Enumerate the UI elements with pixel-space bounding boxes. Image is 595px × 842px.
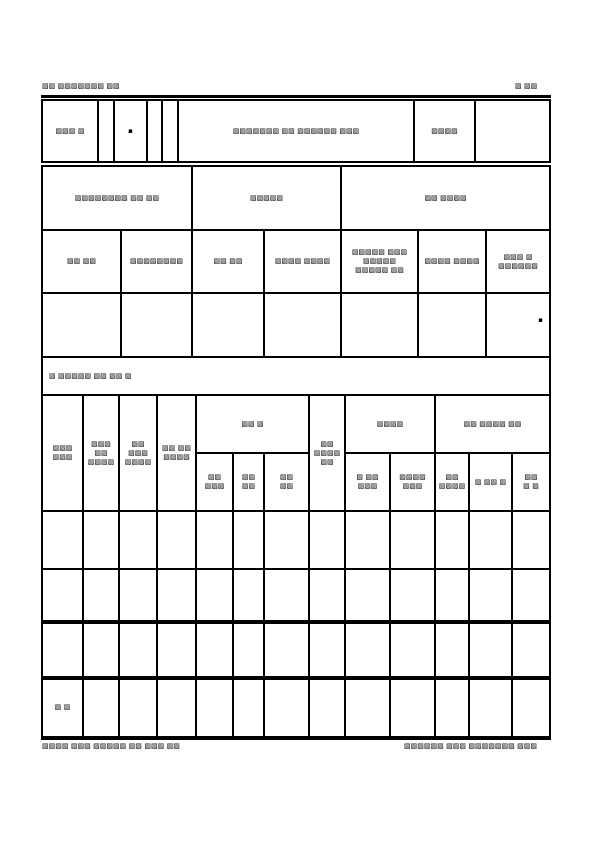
s1-data-1 (41, 292, 122, 358)
total-row-cell (389, 676, 436, 738)
table-cell (263, 568, 310, 624)
s1-sub-3: ▨▨ ▨▨ (191, 229, 265, 294)
total-row-cell (308, 676, 346, 738)
table-cell (118, 510, 158, 570)
table-cell (511, 568, 551, 624)
s2-g3-sub-2: ▨ ▨▨ ▨ (468, 452, 513, 512)
table-cell (468, 510, 513, 570)
total-row-cell (263, 676, 310, 738)
table-cell (344, 510, 391, 570)
form-code: ▨▨ ▨▨▨▨▨▨▨ ▨▨ (42, 82, 120, 90)
table-cell (82, 620, 120, 680)
table-cell (82, 568, 120, 624)
s2-g1-sub-2: ▨▨ ▨▨ (232, 452, 265, 512)
table-cell (195, 620, 234, 680)
total-row-cell (118, 676, 158, 738)
s1-sub-4: ▨▨▨▨ ▨▨▨▨ (263, 229, 342, 294)
table-cell (156, 568, 197, 624)
s2-g1-sub-3: ▨▨ ▨▨ (263, 452, 310, 512)
s2-col-1: ▨▨▨ ▨▨▨ (41, 394, 84, 512)
total-row-cell (344, 676, 391, 738)
total-row-cell (156, 676, 197, 738)
s2-group1: ▨▨ ▨ (195, 394, 310, 454)
table-cell (263, 620, 310, 680)
table-cell (232, 568, 265, 624)
s1-data-7 (485, 292, 551, 358)
s2-col-5: ▨▨ ▨▨▨▨ ▨▨ (308, 394, 346, 512)
table-cell (195, 568, 234, 624)
table-cell (468, 620, 513, 680)
s1-header-2: ▨▨▨▨▨ (191, 165, 342, 231)
footer-left: ▨▨▨▨ ▨▨▨ ▨▨▨▨▨ ▨▨ ▨▨▨ ▨▨ (42, 742, 180, 750)
table-cell (434, 510, 470, 570)
table-cell (41, 510, 84, 570)
s1-sub-1: ▨▨ ▨▨ (41, 229, 122, 294)
table-cell (232, 620, 265, 680)
s1-data-3 (191, 292, 265, 358)
s1-sub-2: ▨▨▨▨▨▨▨▨ (120, 229, 193, 294)
bottom-rule (41, 737, 551, 740)
table-cell (308, 620, 346, 680)
page-mark: ▨ ▨▨ (515, 82, 538, 90)
document-title: ▨▨▨▨▨▨▨ ▨▨ ▨▨▨▨▨▨ ▨▨▨ (177, 99, 415, 163)
s1-sub-5: ▨▨▨▨▨ ▨▨▨ ▨▨▨▨▨ ▨▨▨▨▨ ▨▨ (340, 229, 419, 294)
table-cell (434, 620, 470, 680)
s1-data-mark: ▪ (538, 316, 543, 324)
s2-group3: ▨▨ ▨▨▨▨ ▨▨ (434, 394, 551, 454)
table-cell (156, 510, 197, 570)
table-cell (195, 510, 234, 570)
total-row-cell (511, 676, 551, 738)
s1-data-5 (340, 292, 419, 358)
table-cell (118, 568, 158, 624)
table-cell (41, 568, 84, 624)
table-cell (118, 620, 158, 680)
s1-sub-7: ▨▨▨ ▨ ▨▨▨▨▨▨ (485, 229, 551, 294)
s2-g2-sub-1: ▨ ▨▨ ▨▨▨ (344, 452, 391, 512)
title-right-label: ▨▨▨▨ (413, 99, 476, 163)
total-row-cell (82, 676, 120, 738)
s2-group2: ▨▨▨▨ (344, 394, 436, 454)
total-row-cell (434, 676, 470, 738)
top-rule (41, 95, 551, 98)
s1-header-1: ▨▨▨▨▨▨▨▨ ▨▨ ▨▨ (41, 165, 193, 231)
s1-data-2 (120, 292, 193, 358)
table-cell (156, 620, 197, 680)
s2-g3-sub-3: ▨▨ ▨ ▨ (511, 452, 551, 512)
footer-right: ▨▨▨▨▨▨ ▨▨▨ ▨▨▨▨▨▨▨ ▨▨▨ (404, 742, 537, 750)
table-cell (468, 568, 513, 624)
total-row-cell (468, 676, 513, 738)
table-cell (344, 568, 391, 624)
table-cell (308, 568, 346, 624)
total-row-cell (195, 676, 234, 738)
s2-g1-sub-1: ▨▨ ▨▨▨ (195, 452, 234, 512)
s2-col-4: ▨▨ ▨▨ ▨▨▨▨ (156, 394, 197, 512)
table-cell (389, 510, 436, 570)
s2-label: ▨ ▨▨▨▨▨ ▨▨ ▨▨ ▨ (41, 356, 551, 396)
table-cell (389, 568, 436, 624)
table-cell (434, 568, 470, 624)
table-cell (232, 510, 265, 570)
s1-data-6 (417, 292, 487, 358)
s2-g3-sub-1: ▨▨ ▨▨▨▨ (434, 452, 470, 512)
table-cell (511, 620, 551, 680)
table-cell (263, 510, 310, 570)
table-cell (389, 620, 436, 680)
table-cell (344, 620, 391, 680)
total-row-cell (232, 676, 265, 738)
table-cell (82, 510, 120, 570)
s2-g2-sub-2: ▨▨▨▨ ▨▨▨ (389, 452, 436, 512)
total-label: ▨ ▨ (41, 676, 84, 738)
s1-header-3: ▨▨ ▨▨▨▨ (340, 165, 551, 231)
table-cell (308, 510, 346, 570)
approval-cell-2: ▪ (113, 99, 148, 163)
s1-data-4 (263, 292, 342, 358)
table-cell (511, 510, 551, 570)
s2-col-3: ▨▨ ▨▨▨ ▨▨▨▨ (118, 394, 158, 512)
table-cell (41, 620, 84, 680)
title-left-label: ▨▨▨ ▨ (41, 99, 99, 163)
s2-col-2: ▨▨▨ ▨▨ ▨▨▨▨ (82, 394, 120, 512)
s1-sub-6: ▨▨▨▨ ▨▨▨▨ (417, 229, 487, 294)
